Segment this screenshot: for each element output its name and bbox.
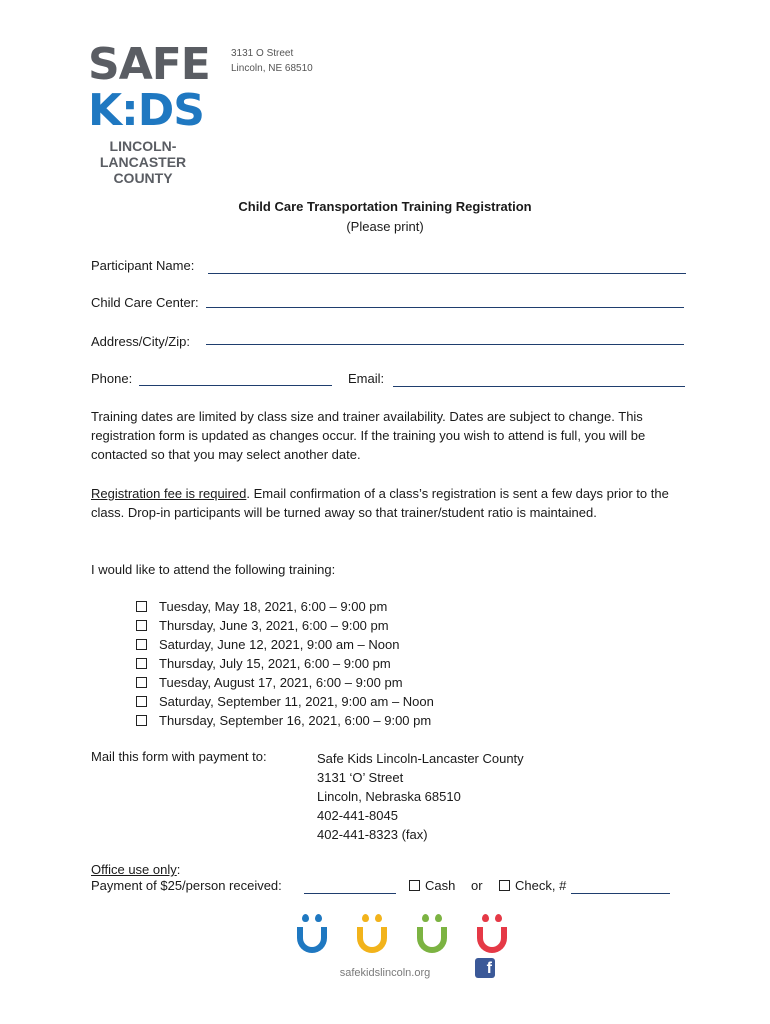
checkbox[interactable]	[136, 620, 147, 631]
facebook-icon[interactable]: f	[475, 958, 495, 978]
check-label: Check, #	[515, 878, 567, 893]
cash-option[interactable]	[409, 878, 455, 893]
session-label: Saturday, June 12, 2021, 9:00 am – Noon	[159, 637, 400, 652]
logo-county-line: COUNTY	[113, 170, 173, 186]
cash-checkbox[interactable]	[409, 880, 420, 891]
session-option[interactable]	[136, 616, 434, 635]
session-option[interactable]	[136, 635, 434, 654]
check-option[interactable]	[499, 878, 566, 893]
logo-county-line: LINCOLN-	[109, 138, 177, 154]
child-care-center-label: Child Care Center:	[91, 295, 199, 310]
session-option[interactable]	[136, 711, 434, 730]
participant-name-label: Participant Name:	[91, 258, 195, 273]
participant-name-field[interactable]	[208, 273, 686, 274]
header-address	[231, 46, 313, 76]
logo-kids-text: K:DS	[88, 85, 204, 136]
logo-county-line: LANCASTER	[99, 154, 187, 170]
checkbox[interactable]	[136, 715, 147, 726]
mail-address-line: Lincoln, Nebraska 68510	[317, 789, 461, 804]
form-subtitle: (Please print)	[346, 219, 424, 234]
kid-face-icon	[416, 914, 448, 954]
safe-kids-faces	[296, 914, 508, 954]
email-label: Email:	[348, 371, 385, 386]
kid-face-icon	[476, 914, 508, 954]
phone-field[interactable]	[139, 385, 332, 386]
safe-kids-logo	[88, 39, 210, 186]
mail-address	[317, 749, 524, 844]
email-field[interactable]	[393, 386, 685, 387]
mail-address-line: Safe Kids Lincoln-Lancaster County	[317, 751, 524, 766]
cash-label: Cash	[425, 878, 456, 893]
address-field[interactable]	[206, 344, 684, 345]
check-number-field[interactable]	[571, 893, 670, 894]
checkbox[interactable]	[136, 696, 147, 707]
session-checklist	[136, 597, 434, 730]
checkbox[interactable]	[136, 639, 147, 650]
checkbox[interactable]	[136, 658, 147, 669]
fee-info-rest: . Email confirmation of a class’s registration is sent a few days prior to the class. Drop-in participants will be turned away so that trainer/student ratio is maintained.	[91, 486, 669, 520]
session-label: Tuesday, May 18, 2021, 6:00 – 9:00 pm	[159, 599, 388, 614]
session-option[interactable]	[136, 654, 434, 673]
session-label: Thursday, June 3, 2021, 6:00 – 9:00 pm	[159, 618, 389, 633]
mail-phone: 402-441-8045	[317, 808, 398, 823]
fee-info-paragraph	[91, 484, 691, 522]
child-care-center-field[interactable]	[206, 307, 684, 308]
checkbox[interactable]	[136, 677, 147, 688]
payment-received-field[interactable]	[304, 893, 396, 894]
kid-face-icon	[296, 914, 328, 954]
logo-safe-text: SAFE	[88, 39, 210, 90]
office-use-text: Office use only	[91, 862, 177, 877]
office-use-heading	[91, 860, 180, 879]
training-info-paragraph: Training dates are limited by class size and trainer availability. Dates are subject to change. This registration form is updated as changes occur. If the training you wish to attend is full, you will be contacted so that you may select another date.	[91, 409, 646, 462]
header-address-line: 3131 O Street	[231, 48, 294, 59]
phone-label: Phone:	[91, 371, 133, 386]
attend-intro: I would like to attend the following training:	[91, 562, 336, 577]
kid-face-icon	[356, 914, 388, 954]
address-label: Address/City/Zip:	[91, 334, 190, 349]
session-option[interactable]	[136, 673, 434, 692]
checkbox[interactable]	[136, 601, 147, 612]
session-option[interactable]	[136, 597, 434, 616]
header-address-line: Lincoln, NE 68510	[231, 63, 313, 74]
website-link[interactable]: safekidslincoln.org	[339, 967, 431, 979]
mail-address-line: 3131 ‘O’ Street	[317, 770, 404, 785]
fee-required-text: Registration fee is required	[91, 486, 247, 501]
or-text: or	[471, 878, 483, 893]
office-use-colon: :	[176, 862, 181, 877]
check-checkbox[interactable]	[499, 880, 510, 891]
session-label: Saturday, September 11, 2021, 9:00 am – Noon	[159, 694, 434, 709]
mail-fax: 402-441-8323 (fax)	[317, 827, 428, 842]
session-label: Thursday, July 15, 2021, 6:00 – 9:00 pm	[159, 656, 391, 671]
logo-county-text	[88, 138, 198, 186]
session-label: Thursday, September 16, 2021, 6:00 – 9:00 pm	[159, 713, 432, 728]
payment-label: Payment of $25/person received:	[91, 878, 282, 893]
mail-label: Mail this form with payment to:	[91, 749, 267, 764]
session-option[interactable]	[136, 692, 434, 711]
form-title: Child Care Transportation Training Registration	[238, 199, 532, 214]
session-label: Tuesday, August 17, 2021, 6:00 – 9:00 pm	[159, 675, 403, 690]
